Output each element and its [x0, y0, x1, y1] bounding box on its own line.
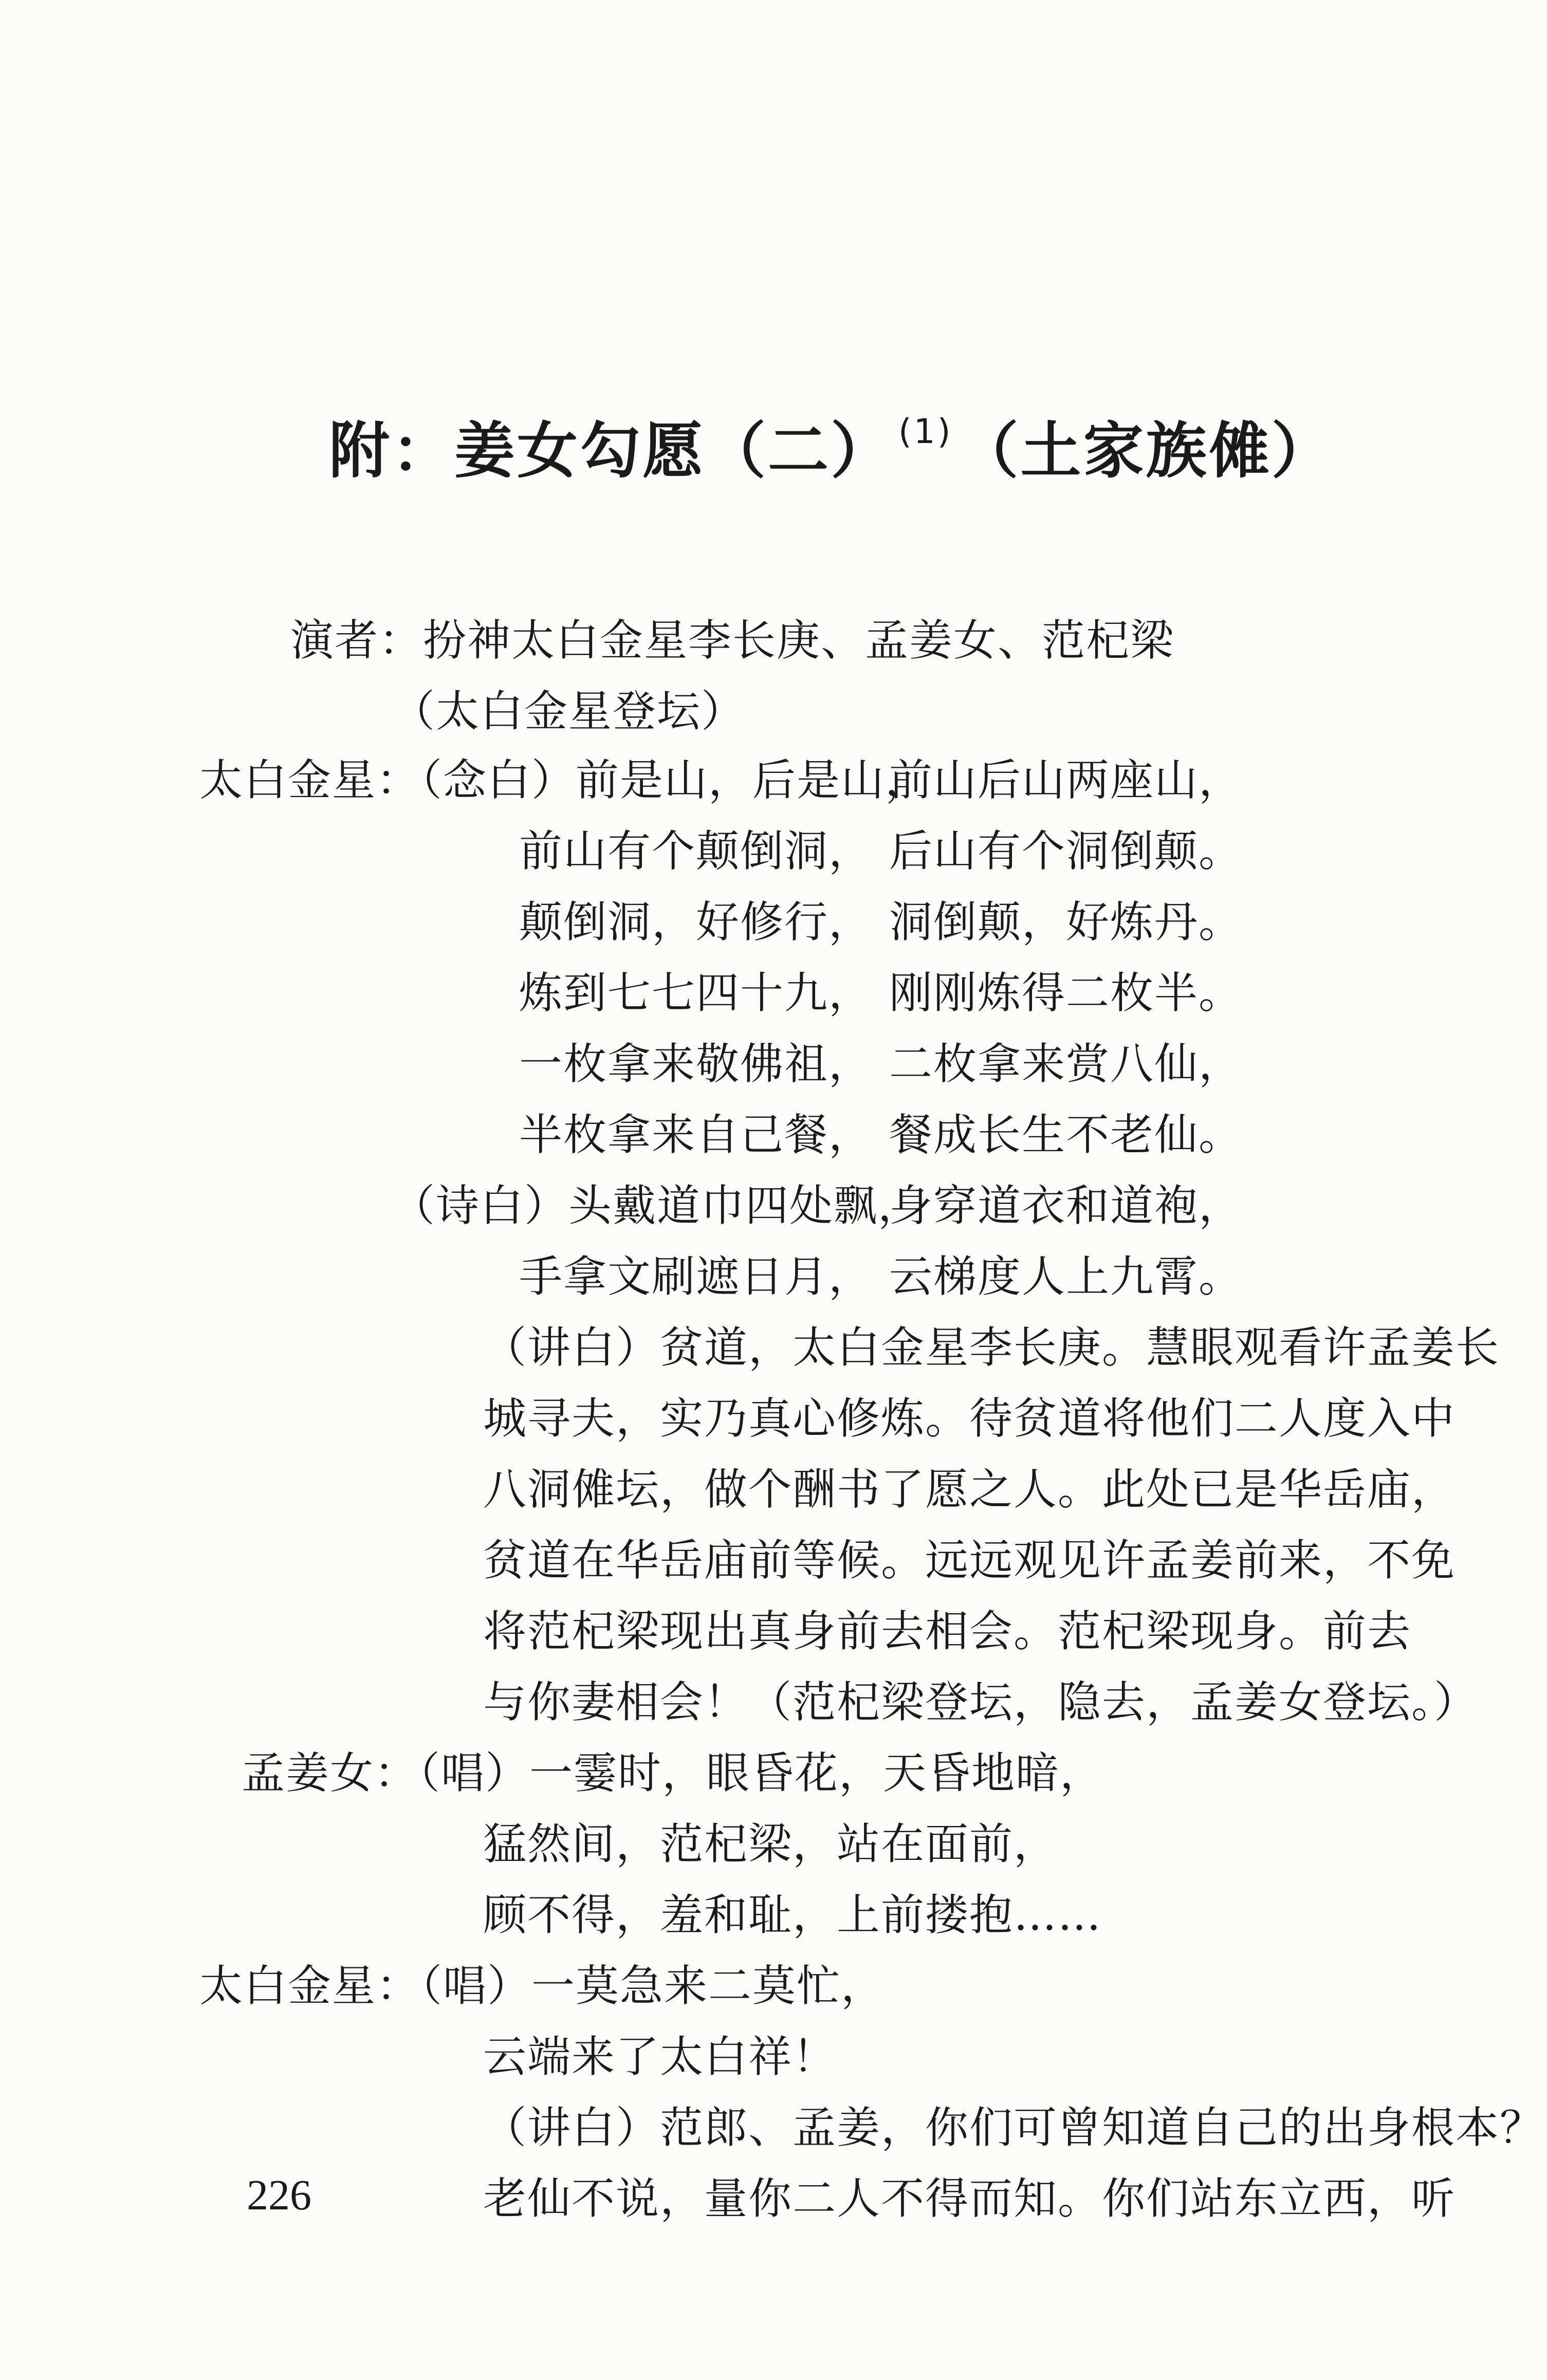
- verse-1-line: 太白金星：（念白）前是山，后是山，: [199, 755, 930, 805]
- verse-5-line: 一枚拿来敬佛祖，: [519, 1039, 873, 1089]
- title-main: 附：姜女勾愿（二）: [329, 415, 894, 486]
- cast-line: 演者：扮神太白金星李长庚、孟姜女、范杞梁: [290, 615, 1175, 666]
- prose-7-line: （讲白）范郎、孟姜，你们可曾知道自己的出身根本？: [483, 2102, 1544, 2153]
- verse-6-second-half: 餐成长生不老仙。: [889, 1110, 1243, 1160]
- prose-6-line: 与你妻相会！（范杞梁登坛，隐去，孟姜女登坛。）: [483, 1677, 1479, 1727]
- verse-4-line: 炼到七七四十九，: [519, 968, 873, 1018]
- song-2-line: 猛然间，范杞梁，站在面前，: [483, 1819, 1058, 1869]
- song-3-line: 顾不得，羞和耻，上前搂抱……: [483, 1890, 1102, 1940]
- footnote-marker: (1): [898, 412, 953, 451]
- verse-3-line: 颠倒洞，好修行，: [519, 897, 873, 947]
- verse-1-second-half: 前山后山两座山，: [889, 755, 1243, 805]
- verse-4-second-half: 刚刚炼得二枚半。: [889, 968, 1243, 1018]
- verse-3-second-half: 洞倒颠，好炼丹。: [889, 897, 1243, 947]
- page-title: [329, 380, 1357, 486]
- verse-8-line: 手拿文刷遮日月，: [519, 1251, 873, 1302]
- song-1-line: 孟姜女：（唱）一霎时，眼昏花，天昏地暗，: [242, 1748, 1104, 1798]
- verse-8-second-half: 云梯度人上九霄。: [889, 1251, 1243, 1302]
- prose-1-line: （讲白）贫道，太白金星李长庚。慧眼观看许孟姜长: [483, 1322, 1500, 1373]
- prose-3-line: 八洞傩坛，做个酬书了愿之人。此处已是华岳庙，: [483, 1464, 1456, 1515]
- prose-8-line: 老仙不说，量你二人不得而知。你们站东立西，听: [483, 2173, 1456, 2224]
- stage-1-line: （太白金星登坛）: [392, 686, 746, 736]
- verse-5-second-half: 二枚拿来赏八仙，: [889, 1039, 1243, 1089]
- prose-2-line: 城寻夫，实乃真心修炼。待贫道将他们二人度入中: [483, 1393, 1456, 1444]
- prose-4-line: 贫道在华岳庙前等候。远远观见许孟姜前来，不免: [483, 1535, 1456, 1585]
- song-5-line: 云端来了太白祥！: [483, 2032, 837, 2082]
- verse-2-second-half: 后山有个洞倒颠。: [889, 826, 1243, 876]
- verse-7-line: （诗白）头戴道巾四处飘，: [392, 1180, 923, 1231]
- title-ethnic-group: （土家族傩）: [957, 415, 1334, 486]
- verse-2-line: 前山有个颠倒洞，: [519, 826, 873, 876]
- song-4-line: 太白金星：（唱）一莫急来二莫忙，: [199, 1961, 886, 2011]
- page-number: 226: [247, 2171, 311, 2219]
- verse-7-second-half: 身穿道衣和道袍，: [889, 1180, 1243, 1231]
- verse-6-line: 半枚拿来自己餐，: [519, 1110, 873, 1160]
- prose-5-line: 将范杞梁现出真身前去相会。范杞梁现身。前去: [483, 1606, 1412, 1656]
